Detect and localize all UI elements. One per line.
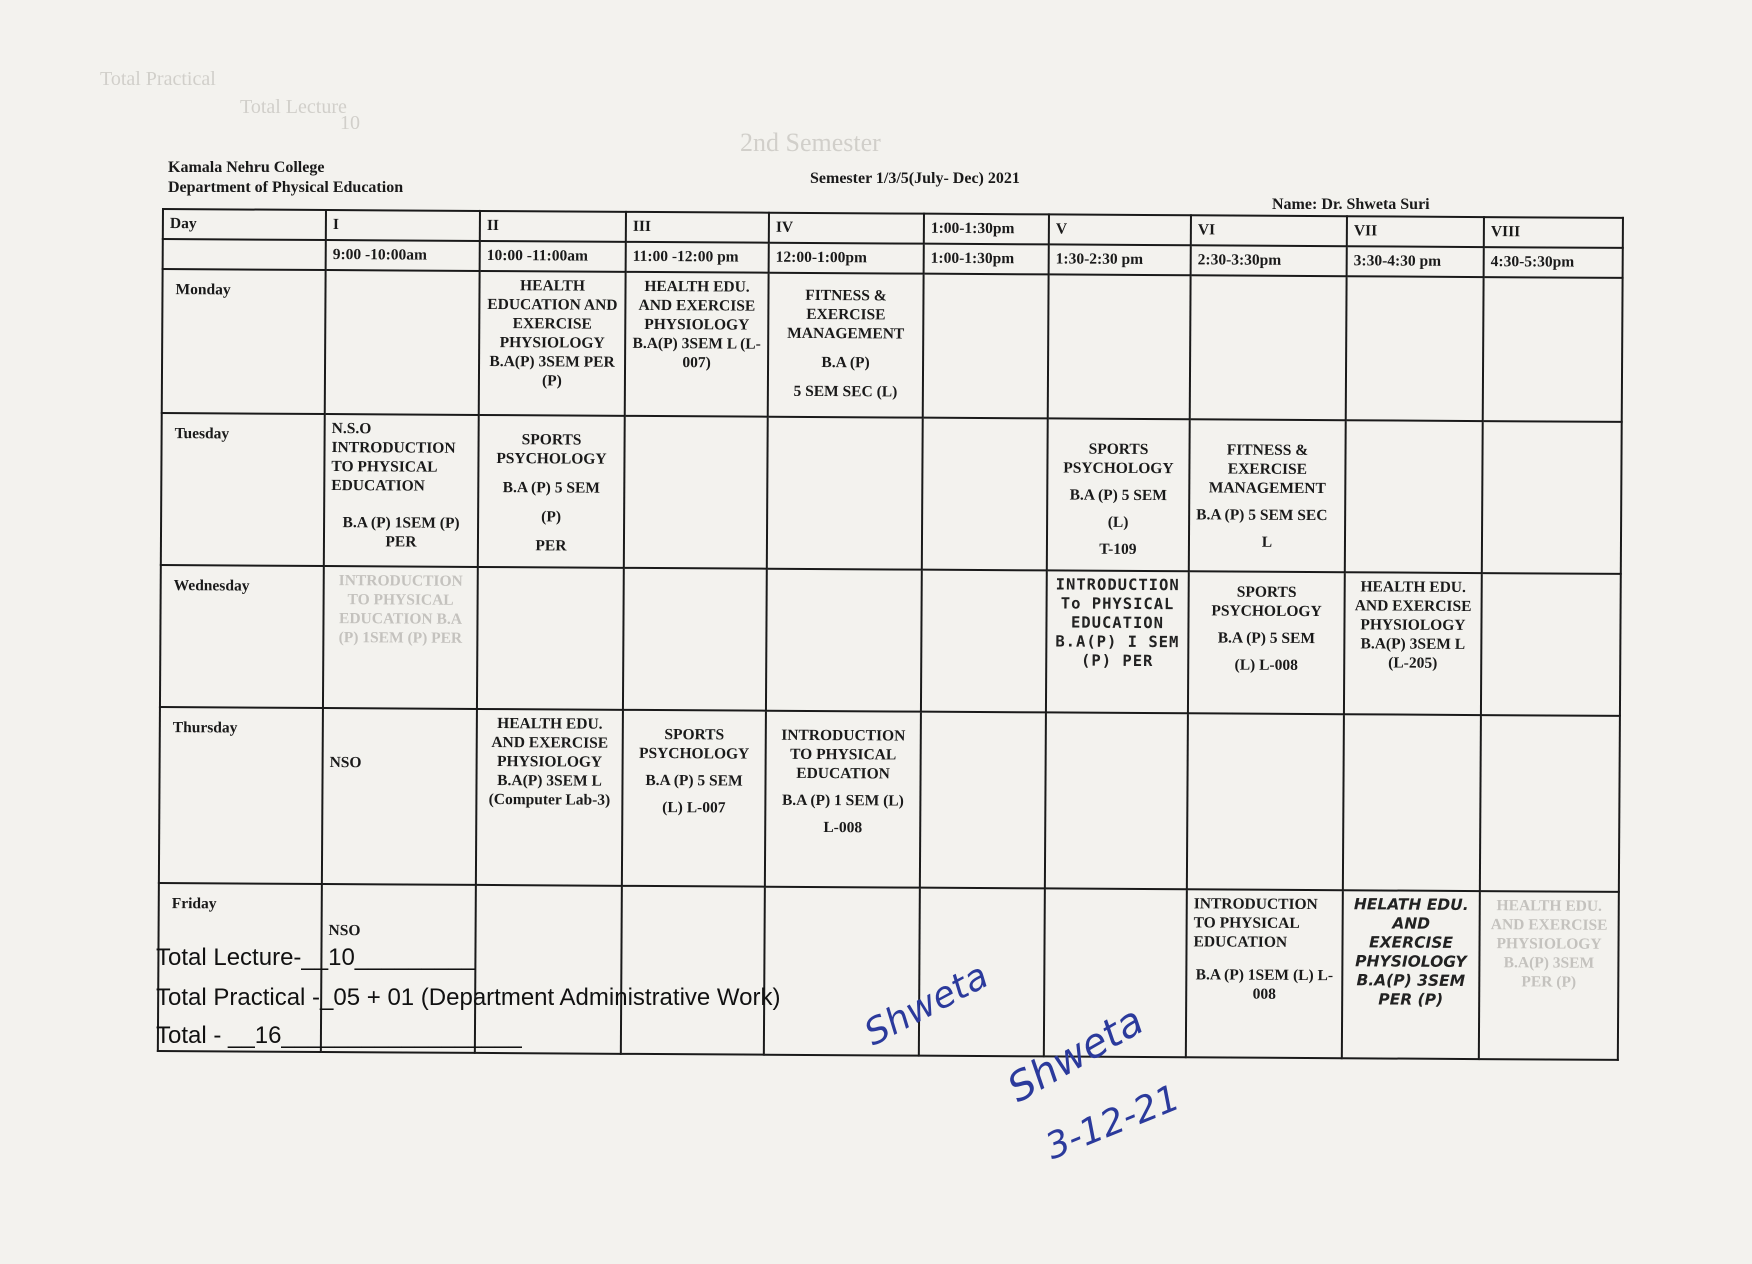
time-cell: 1:00-1:30pm <box>924 244 1049 275</box>
course-class: B.A (P) 1SEM (P) PER <box>342 514 460 551</box>
row-monday <box>162 269 1623 422</box>
period-header: VI <box>1191 215 1347 246</box>
period-header: Day <box>163 209 326 240</box>
slot-cell <box>624 416 768 569</box>
slot-cell <box>920 712 1046 889</box>
course-class: B.A (P) 1SEM (L) L-008 <box>1195 966 1334 1003</box>
slot-cell <box>477 567 624 710</box>
slot-cell <box>765 711 921 888</box>
slot-cell <box>1189 419 1346 572</box>
college-header <box>168 158 403 198</box>
course-name: SPORTS PSYCHOLOGY <box>1063 440 1174 478</box>
ghost-text: 10 <box>340 112 360 134</box>
period-header: V <box>1049 214 1191 245</box>
slot-cell: INTRODUCTION To PHYSICAL EDUCATION B.A(P) I SEM (P) PER <box>1046 570 1189 713</box>
course-room: L-008 <box>823 819 863 837</box>
course-room: (L) L-007 <box>662 799 726 817</box>
course-name: INTRODUCTION TO PHYSICAL EDUCATION <box>1193 895 1318 951</box>
slot-cell <box>1047 418 1190 571</box>
course-name: SPORTS PSYCHOLOGY <box>1211 583 1322 621</box>
course-class: B.A (P) 5 SEM <box>502 479 601 497</box>
department-name: Department of Physical Education <box>168 179 404 196</box>
period-header: IV <box>769 213 924 244</box>
day-label: Thursday <box>159 707 323 884</box>
slot-cell: INTRODUCTION TO PHYSICAL EDUCATION B.A (P) 1SEM (P) PER <box>323 566 478 709</box>
timetable <box>157 208 1624 1061</box>
slot-cell: HEALTH EDUCATION AND EXERCISE PHYSIOLOGY B.A(P) 3SEM PER (P) <box>479 271 626 416</box>
course-type: (P) <box>541 508 562 526</box>
row-wednesday <box>160 565 1621 716</box>
day-label: Monday <box>162 269 326 414</box>
course-name: FITNESS & EXERCISE MANAGEMENT <box>1208 441 1326 498</box>
slot-cell <box>1190 275 1347 420</box>
slot-cell <box>1343 714 1481 891</box>
slot-cell <box>324 414 479 567</box>
course-room: (L) L-008 <box>1234 656 1298 674</box>
slot-cell <box>1345 420 1483 573</box>
period-header: III <box>626 212 769 243</box>
slot-cell <box>766 569 922 712</box>
course-class: B.A (P) 1 SEM (L) <box>781 791 904 810</box>
total-practical: Total Practical -_05 + 01 (Department Administrative Work) <box>156 984 781 1011</box>
time-cell: 3:30-4:30 pm <box>1347 246 1484 277</box>
time-cell: 11:00 -12:00 pm <box>626 242 769 273</box>
time-cell: 9:00 -10:00am <box>326 240 480 271</box>
slot-cell <box>1482 421 1622 574</box>
course-name: SPORTS PSYCHOLOGY <box>496 431 607 468</box>
slot-cell <box>621 886 765 1055</box>
time-cell: 1:30-2:30 pm <box>1049 244 1191 275</box>
ghost-text: Total Lecture <box>240 96 347 118</box>
signature-1: Shweta <box>858 955 996 1055</box>
slot-cell <box>1481 573 1621 716</box>
total-lecture: Total Lecture-__10_________ <box>156 944 475 971</box>
slot-cell: HEALTH EDU. AND EXERCISE PHYSIOLOGY B.A(P) 3SEM L (Computer Lab-3) <box>476 709 623 886</box>
period-header: 1:00-1:30pm <box>924 214 1049 245</box>
course-name: N.S.O INTRODUCTION TO PHYSICAL EDUCATION <box>331 420 456 495</box>
period-header: I <box>326 210 480 241</box>
slot-cell <box>622 710 766 887</box>
row-thursday <box>159 707 1620 892</box>
slot-cell <box>1188 571 1345 714</box>
slot-cell <box>1048 274 1191 419</box>
slot-cell <box>1483 277 1623 422</box>
slot-cell <box>923 274 1049 419</box>
course-class: B.A (P) 5 SEM <box>1217 629 1316 648</box>
day-label: Friday <box>158 883 322 1052</box>
day-label: Wednesday <box>160 565 324 708</box>
teacher-name: Name: Dr. Shweta Suri <box>1272 196 1430 213</box>
time-cell: 10:00 -11:00am <box>480 241 626 272</box>
slot-cell <box>922 418 1048 571</box>
signature-date: 3-12-21 <box>1040 1077 1186 1169</box>
slot-cell <box>325 270 480 415</box>
course-room: T-109 <box>1099 540 1137 558</box>
slot-cell: HEALTH EDU. AND EXERCISE PHYSIOLOGY B.A(P) 3SEM PER (P) <box>1479 891 1619 1060</box>
semester-title: Semester 1/3/5(July- Dec) 2021 <box>810 170 1020 187</box>
slot-cell: HELATH EDU. AND EXERCISE PHYSIOLOGY B.A(P) 3SEM PER (P) <box>1342 890 1480 1059</box>
slot-cell <box>767 417 923 570</box>
course-name: FITNESS & EXERCISE MANAGEMENT <box>787 286 905 343</box>
slot-cell: HEALTH EDU. AND EXERCISE PHYSIOLOGY B.A(P) 3SEM L (L-007) <box>625 272 769 417</box>
course-class: B.A (P) 5 SEM SEC <box>1196 506 1328 525</box>
slot-cell <box>768 273 924 418</box>
ghost-text: 2nd Semester <box>740 128 881 157</box>
slot-cell <box>1045 712 1188 889</box>
slot-cell <box>921 570 1047 713</box>
slot-cell <box>1346 276 1484 421</box>
total-overall: Total - __16__________________ <box>156 1022 522 1049</box>
period-header: VII <box>1347 216 1484 247</box>
slot-cell <box>1480 715 1620 892</box>
course-type: L <box>1261 533 1273 551</box>
slot-cell <box>1186 889 1343 1058</box>
college-name: Kamala Nehru College <box>168 159 325 176</box>
slot-cell <box>478 415 625 568</box>
slot-cell: NSO <box>321 884 476 1053</box>
time-cell: 2:30-3:30pm <box>1191 245 1347 276</box>
slot-cell <box>1187 713 1344 890</box>
slot-cell <box>623 568 767 711</box>
signature-2: Shweta <box>1000 997 1152 1112</box>
course-class: B.A (P) 5 SEM <box>1069 486 1167 505</box>
ghost-text: Total Practical <box>100 68 216 90</box>
day-label: Tuesday <box>161 413 325 566</box>
time-cell: 12:00-1:00pm <box>769 243 924 274</box>
course-name: INTRODUCTION TO PHYSICAL EDUCATION <box>781 726 906 783</box>
course-class: B.A (P) <box>821 354 870 372</box>
course-class: B.A (P) 5 SEM <box>645 771 743 790</box>
time-cell: 4:30-5:30pm <box>1484 247 1623 278</box>
slot-cell: HEALTH EDU. AND EXERCISE PHYSIOLOGY B.A(P) 3SEM L (L-205) <box>1344 572 1482 715</box>
course-section: 5 SEM SEC (L) <box>793 382 898 401</box>
time-cell <box>163 239 326 270</box>
period-header: II <box>480 211 626 242</box>
course-section: PER <box>535 537 567 555</box>
row-tuesday <box>161 413 1622 574</box>
course-name: SPORTS PSYCHOLOGY <box>639 726 750 763</box>
slot-cell: NSO <box>322 708 477 885</box>
period-header: VIII <box>1484 217 1623 248</box>
course-type: (L) <box>1107 513 1129 531</box>
